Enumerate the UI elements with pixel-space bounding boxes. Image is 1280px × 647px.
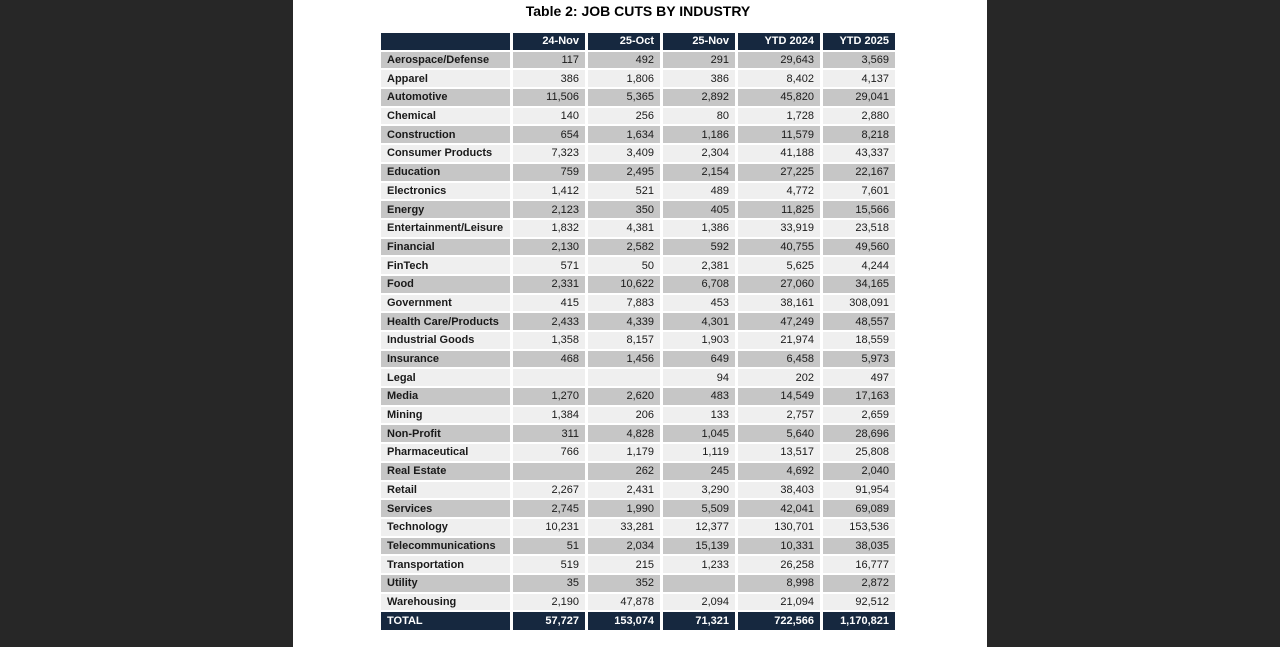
row-label: Aerospace/Defense: [381, 52, 513, 71]
cell-value: 453: [663, 295, 738, 314]
cell-value: 4,339: [588, 313, 663, 332]
cell-value: 5,625: [738, 257, 823, 276]
cell-value: 215: [588, 556, 663, 575]
cell-value: 47,249: [738, 313, 823, 332]
cell-value: 25,808: [823, 444, 895, 463]
cell-value: 766: [513, 444, 588, 463]
row-label: Services: [381, 500, 513, 519]
cell-value: 256: [588, 108, 663, 127]
table-row: [381, 500, 895, 519]
cell-value: 3,569: [823, 52, 895, 71]
total-value: 57,727: [513, 612, 588, 630]
cell-value: 489: [663, 183, 738, 202]
cell-value: [663, 575, 738, 594]
cell-value: 262: [588, 463, 663, 482]
cell-value: 1,045: [663, 425, 738, 444]
table-row: [381, 407, 895, 426]
cell-value: 592: [663, 239, 738, 258]
cell-value: 2,094: [663, 594, 738, 613]
cell-value: 352: [588, 575, 663, 594]
cell-value: 2,381: [663, 257, 738, 276]
cell-value: 245: [663, 463, 738, 482]
cell-value: 2,040: [823, 463, 895, 482]
table-row: [381, 444, 895, 463]
cell-value: 4,301: [663, 313, 738, 332]
table-title: Table 2: JOB CUTS BY INDUSTRY: [525, 3, 751, 19]
cell-value: 17,163: [823, 388, 895, 407]
table-row: [381, 108, 895, 127]
cell-value: 2,495: [588, 164, 663, 183]
cell-value: 2,582: [588, 239, 663, 258]
cell-value: 10,622: [588, 276, 663, 295]
cell-value: 1,728: [738, 108, 823, 127]
cell-value: 38,403: [738, 482, 823, 501]
total-value: 153,074: [588, 612, 663, 630]
cell-value: 8,402: [738, 70, 823, 89]
cell-value: 492: [588, 52, 663, 71]
cell-value: 69,089: [823, 500, 895, 519]
cell-value: 1,456: [588, 351, 663, 370]
cell-value: 2,659: [823, 407, 895, 426]
cell-value: 4,692: [738, 463, 823, 482]
row-label: Education: [381, 164, 513, 183]
cell-value: 18,559: [823, 332, 895, 351]
row-label: Entertainment/Leisure: [381, 220, 513, 239]
cell-value: 4,772: [738, 183, 823, 202]
cell-value: 43,337: [823, 145, 895, 164]
cell-value: 1,806: [588, 70, 663, 89]
cell-value: 6,458: [738, 351, 823, 370]
cell-value: 2,433: [513, 313, 588, 332]
table-body: [381, 52, 895, 613]
cell-value: 497: [823, 369, 895, 388]
cell-value: 571: [513, 257, 588, 276]
cell-value: 5,365: [588, 89, 663, 108]
cell-value: 1,186: [663, 126, 738, 145]
cell-value: 405: [663, 201, 738, 220]
cell-value: 38,161: [738, 295, 823, 314]
cell-value: 15,139: [663, 538, 738, 557]
row-label: Mining: [381, 407, 513, 426]
cell-value: 1,990: [588, 500, 663, 519]
cell-value: 16,777: [823, 556, 895, 575]
cell-value: 1,358: [513, 332, 588, 351]
row-label: Pharmaceutical: [381, 444, 513, 463]
row-label: Government: [381, 295, 513, 314]
cell-value: 27,225: [738, 164, 823, 183]
cell-value: 45,820: [738, 89, 823, 108]
total-value: 71,321: [663, 612, 738, 630]
row-label: Automotive: [381, 89, 513, 108]
cell-value: 27,060: [738, 276, 823, 295]
column-header: YTD 2024: [738, 33, 823, 52]
cell-value: 7,601: [823, 183, 895, 202]
cell-value: 483: [663, 388, 738, 407]
cell-value: 94: [663, 369, 738, 388]
cell-value: 308,091: [823, 295, 895, 314]
column-header: 25-Oct: [588, 33, 663, 52]
cell-value: 4,244: [823, 257, 895, 276]
cell-value: 11,825: [738, 201, 823, 220]
row-label: Food: [381, 276, 513, 295]
cell-value: 21,974: [738, 332, 823, 351]
cell-value: 1,386: [663, 220, 738, 239]
cell-value: 5,509: [663, 500, 738, 519]
cell-value: 92,512: [823, 594, 895, 613]
cell-value: 2,190: [513, 594, 588, 613]
row-label: Warehousing: [381, 594, 513, 613]
table-row: [381, 313, 895, 332]
cell-value: 10,231: [513, 519, 588, 538]
cell-value: 49,560: [823, 239, 895, 258]
cell-value: 654: [513, 126, 588, 145]
cell-value: 8,218: [823, 126, 895, 145]
cell-value: 2,034: [588, 538, 663, 557]
cell-value: 2,154: [663, 164, 738, 183]
cell-value: 33,281: [588, 519, 663, 538]
cell-value: 33,919: [738, 220, 823, 239]
table-footer: [381, 612, 895, 630]
cell-value: 28,696: [823, 425, 895, 444]
row-label: Chemical: [381, 108, 513, 127]
cell-value: 14,549: [738, 388, 823, 407]
cell-value: 47,878: [588, 594, 663, 613]
cell-value: 2,130: [513, 239, 588, 258]
cell-value: 1,119: [663, 444, 738, 463]
total-value: 1,170,821: [823, 612, 895, 630]
table-row: [381, 388, 895, 407]
cell-value: 153,536: [823, 519, 895, 538]
row-label: Health Care/Products: [381, 313, 513, 332]
table-row: [381, 463, 895, 482]
job-cuts-table: [381, 33, 895, 630]
cell-value: 7,883: [588, 295, 663, 314]
table-row: [381, 201, 895, 220]
cell-value: 41,188: [738, 145, 823, 164]
cell-value: 29,041: [823, 89, 895, 108]
cell-value: 386: [663, 70, 738, 89]
table-row: [381, 575, 895, 594]
cell-value: 91,954: [823, 482, 895, 501]
cell-value: 13,517: [738, 444, 823, 463]
cell-value: 7,323: [513, 145, 588, 164]
table-row: [381, 220, 895, 239]
cell-value: 2,757: [738, 407, 823, 426]
cell-value: 8,157: [588, 332, 663, 351]
table-row: [381, 369, 895, 388]
cell-value: 5,640: [738, 425, 823, 444]
row-label: Telecommunications: [381, 538, 513, 557]
cell-value: 80: [663, 108, 738, 127]
row-label: Real Estate: [381, 463, 513, 482]
cell-value: 140: [513, 108, 588, 127]
cell-value: 34,165: [823, 276, 895, 295]
cell-value: 519: [513, 556, 588, 575]
row-label: Energy: [381, 201, 513, 220]
cell-value: 311: [513, 425, 588, 444]
table-row: [381, 276, 895, 295]
cell-value: 117: [513, 52, 588, 71]
cell-value: 386: [513, 70, 588, 89]
column-header: [381, 33, 513, 52]
cell-value: 2,267: [513, 482, 588, 501]
row-label: Technology: [381, 519, 513, 538]
table-row: [381, 295, 895, 314]
cell-value: 2,304: [663, 145, 738, 164]
cell-value: [588, 369, 663, 388]
cell-value: 1,634: [588, 126, 663, 145]
cell-value: 4,381: [588, 220, 663, 239]
cell-value: 1,832: [513, 220, 588, 239]
cell-value: 11,579: [738, 126, 823, 145]
cell-value: [513, 369, 588, 388]
cell-value: 48,557: [823, 313, 895, 332]
document-page: [293, 0, 987, 647]
cell-value: 1,903: [663, 332, 738, 351]
table-row: [381, 239, 895, 258]
cell-value: 1,412: [513, 183, 588, 202]
cell-value: 40,755: [738, 239, 823, 258]
row-label: Construction: [381, 126, 513, 145]
cell-value: 29,643: [738, 52, 823, 71]
column-header: YTD 2025: [823, 33, 895, 52]
cell-value: 521: [588, 183, 663, 202]
table-row: [381, 164, 895, 183]
table-row: [381, 257, 895, 276]
table-row: [381, 556, 895, 575]
row-label: Legal: [381, 369, 513, 388]
total-row: [381, 612, 895, 630]
cell-value: 22,167: [823, 164, 895, 183]
column-header: 24-Nov: [513, 33, 588, 52]
cell-value: [513, 463, 588, 482]
cell-value: 468: [513, 351, 588, 370]
cell-value: 1,233: [663, 556, 738, 575]
cell-value: 50: [588, 257, 663, 276]
cell-value: 11,506: [513, 89, 588, 108]
cell-value: 2,745: [513, 500, 588, 519]
cell-value: 1,179: [588, 444, 663, 463]
cell-value: 2,123: [513, 201, 588, 220]
cell-value: 21,094: [738, 594, 823, 613]
total-label: TOTAL: [381, 612, 513, 630]
cell-value: 3,290: [663, 482, 738, 501]
table-row: [381, 351, 895, 370]
cell-value: 291: [663, 52, 738, 71]
cell-value: 1,384: [513, 407, 588, 426]
table-header: [381, 33, 895, 52]
row-label: Retail: [381, 482, 513, 501]
cell-value: 12,377: [663, 519, 738, 538]
cell-value: 3,409: [588, 145, 663, 164]
cell-value: 15,566: [823, 201, 895, 220]
table-row: [381, 425, 895, 444]
header-row: [381, 33, 895, 52]
table-row: [381, 52, 895, 71]
cell-value: 51: [513, 538, 588, 557]
table-row: [381, 538, 895, 557]
row-label: Electronics: [381, 183, 513, 202]
table-row: [381, 183, 895, 202]
cell-value: 759: [513, 164, 588, 183]
cell-value: 8,998: [738, 575, 823, 594]
cell-value: 35: [513, 575, 588, 594]
table-row: [381, 332, 895, 351]
column-header: 25-Nov: [663, 33, 738, 52]
cell-value: 415: [513, 295, 588, 314]
row-label: Industrial Goods: [381, 332, 513, 351]
table-row: [381, 89, 895, 108]
cell-value: 23,518: [823, 220, 895, 239]
cell-value: 26,258: [738, 556, 823, 575]
row-label: Non-Profit: [381, 425, 513, 444]
row-label: Insurance: [381, 351, 513, 370]
cell-value: 5,973: [823, 351, 895, 370]
table-row: [381, 594, 895, 613]
cell-value: 2,331: [513, 276, 588, 295]
cell-value: 4,828: [588, 425, 663, 444]
cell-value: 4,137: [823, 70, 895, 89]
cell-value: 350: [588, 201, 663, 220]
cell-value: 133: [663, 407, 738, 426]
cell-value: 649: [663, 351, 738, 370]
total-value: 722,566: [738, 612, 823, 630]
cell-value: 2,431: [588, 482, 663, 501]
table-row: [381, 519, 895, 538]
row-label: Media: [381, 388, 513, 407]
cell-value: 2,620: [588, 388, 663, 407]
row-label: Consumer Products: [381, 145, 513, 164]
row-label: Utility: [381, 575, 513, 594]
table-row: [381, 70, 895, 89]
cell-value: 206: [588, 407, 663, 426]
cell-value: 2,880: [823, 108, 895, 127]
cell-value: 202: [738, 369, 823, 388]
cell-value: 2,872: [823, 575, 895, 594]
cell-value: 42,041: [738, 500, 823, 519]
cell-value: 2,892: [663, 89, 738, 108]
row-label: Financial: [381, 239, 513, 258]
cell-value: 10,331: [738, 538, 823, 557]
row-label: Transportation: [381, 556, 513, 575]
cell-value: 38,035: [823, 538, 895, 557]
table-row: [381, 145, 895, 164]
cell-value: 6,708: [663, 276, 738, 295]
row-label: FinTech: [381, 257, 513, 276]
cell-value: 1,270: [513, 388, 588, 407]
table-row: [381, 126, 895, 145]
row-label: Apparel: [381, 70, 513, 89]
table-row: [381, 482, 895, 501]
cell-value: 130,701: [738, 519, 823, 538]
